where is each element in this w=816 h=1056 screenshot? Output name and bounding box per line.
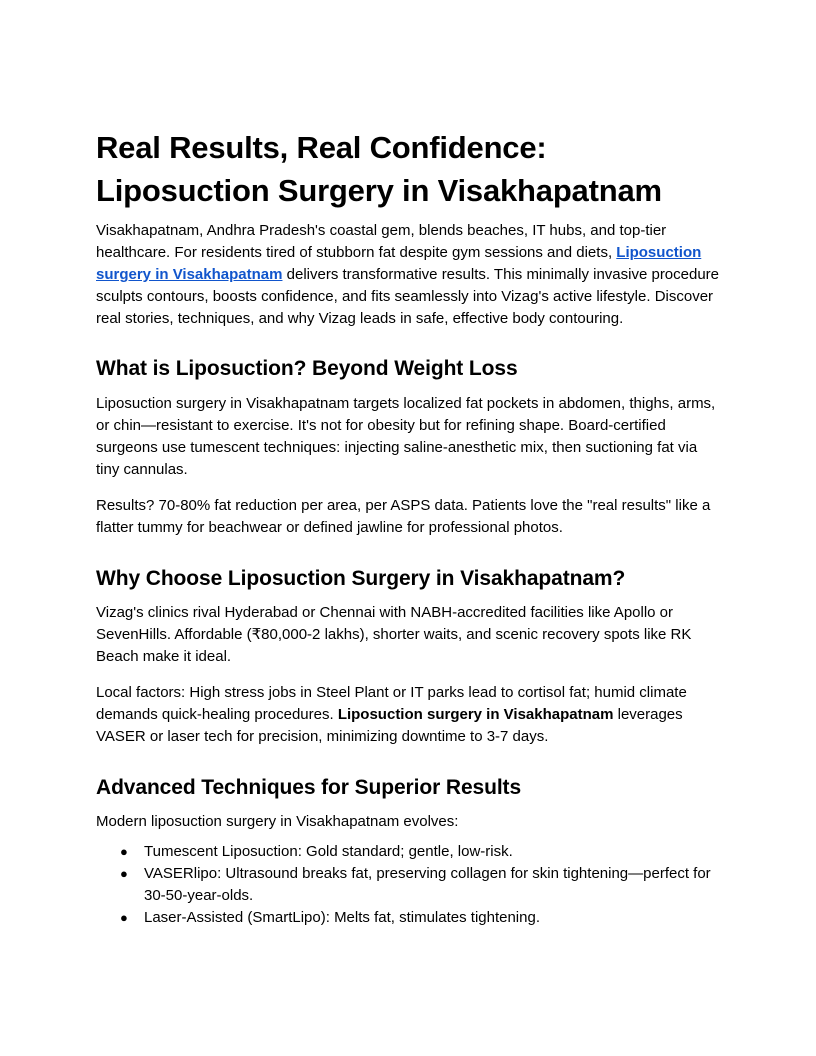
- list-item-text: Laser-Assisted (SmartLipo): Melts fat, stimulates tightening.: [144, 909, 540, 926]
- why-paragraph-1: Vizag's clinics rival Hyderabad or Chennai with NABH-accredited facilities like Apollo or SevenHills. Affordable (₹80,000-2 lakhs), shorter waits, and scenic recovery spots like RK Beach make it ideal.: [96, 604, 692, 665]
- intro-paragraph: [96, 220, 724, 330]
- why-paragraph-2: [96, 682, 724, 748]
- list-item: [120, 907, 724, 929]
- what-paragraph-2: Results? 70-80% fat reduction per area, per ASPS data. Patients love the "real results" like a flatter tummy for beachwear or defined jawline for professional photos.: [96, 497, 711, 536]
- why-text-end: leverages VASER or laser tech for precision, minimizing downtime to 3-7 days.: [96, 706, 683, 745]
- liposuction-visakhapatnam-link[interactable]: Liposuction surgery in Visakhapatnam: [96, 244, 702, 283]
- list-item: [120, 863, 724, 907]
- bullet-icon: ●: [120, 910, 128, 925]
- section-heading-advanced: Advanced Techniques for Superior Results: [96, 776, 522, 799]
- section-heading-why: Why Choose Liposuction Surgery in Visakhapatnam?: [96, 567, 626, 590]
- list-item-text: VASERlipo: Ultrasound breaks fat, preserving collagen for skin tightening—perfect for 30-50-year-olds.: [144, 865, 711, 904]
- list-item: [120, 841, 724, 863]
- why-bold-phrase: Liposuction surgery in Visakhapatnam: [337, 706, 614, 723]
- why-text-start: Local factors: High stress jobs in Steel Plant or IT parks lead to cortisol fat; humid climate demands quick-healing procedures.: [96, 684, 687, 723]
- what-paragraph-1: Liposuction surgery in Visakhapatnam targets localized fat pockets in abdomen, thighs, arms, or chin—resistant to exercise. It's not for obesity but for refining shape. Board-certified surgeons use tumescent techniques: injecting saline-anesthetic mix, then suctioning fat via tiny cannulas.: [96, 395, 716, 478]
- list-item-text: Tumescent Liposuction: Gold standard; gentle, low-risk.: [144, 843, 513, 860]
- bullet-icon: ●: [120, 866, 128, 881]
- advanced-intro: Modern liposuction surgery in Visakhapatnam evolves:: [96, 813, 459, 830]
- techniques-list: [96, 841, 724, 929]
- page-title: Real Results, Real Confidence: Liposuction Surgery in Visakhapatnam: [96, 130, 662, 208]
- bullet-icon: ●: [120, 844, 128, 859]
- intro-text-end: delivers transformative results. This minimally invasive procedure sculpts contours, boosts confidence, and fits seamlessly into Vizag's active lifestyle. Discover real stories, techniques, and why Vizag leads in safe, effective body contouring.: [96, 266, 720, 327]
- section-heading-what: What is Liposuction? Beyond Weight Loss: [96, 357, 518, 380]
- document-body: [96, 126, 724, 929]
- intro-text-start: Visakhapatnam, Andhra Pradesh's coastal gem, blends beaches, IT hubs, and top-tier healthcare. For residents tired of stubborn fat despite gym sessions and diets,: [96, 222, 667, 261]
